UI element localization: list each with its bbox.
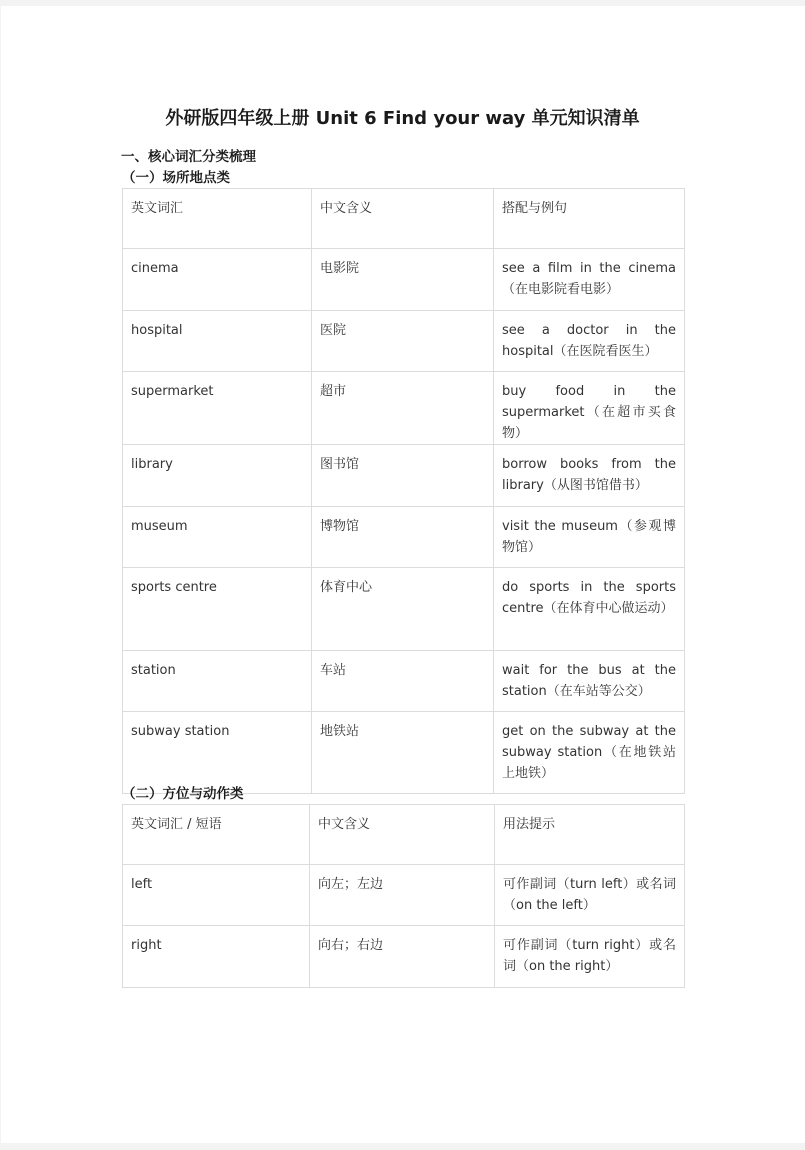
header-example: 搭配与例句 bbox=[494, 189, 685, 249]
cell-english: museum bbox=[123, 507, 312, 568]
cell-example: borrow books from the library（从图书馆借书） bbox=[494, 445, 685, 507]
table-row bbox=[123, 311, 685, 372]
cell-english: library bbox=[123, 445, 312, 507]
cell-chinese: 图书馆 bbox=[312, 445, 494, 507]
cell-english: left bbox=[123, 865, 310, 926]
cell-chinese: 车站 bbox=[312, 651, 494, 712]
cell-english: hospital bbox=[123, 311, 312, 372]
table-row bbox=[123, 445, 685, 507]
cell-english: cinema bbox=[123, 249, 312, 311]
cell-usage: 可作副词（turn right）或名词（on the right） bbox=[495, 926, 685, 988]
cell-example: see a doctor in the hospital（在医院看医生） bbox=[494, 311, 685, 372]
cell-english: station bbox=[123, 651, 312, 712]
header-chinese: 中文含义 bbox=[310, 805, 495, 865]
cell-english: supermarket bbox=[123, 372, 312, 445]
cell-english: subway station bbox=[123, 712, 312, 794]
places-vocabulary-table bbox=[122, 188, 685, 794]
cell-example: get on the subway at the subway station（在地铁站上地铁） bbox=[494, 712, 685, 794]
cell-chinese: 电影院 bbox=[312, 249, 494, 311]
header-english: 英文词汇 bbox=[123, 189, 312, 249]
cell-example: visit the museum（参观博物馆） bbox=[494, 507, 685, 568]
cell-chinese: 向左；左边 bbox=[310, 865, 495, 926]
cell-chinese: 地铁站 bbox=[312, 712, 494, 794]
table-row bbox=[123, 372, 685, 445]
cell-usage: 可作副词（turn left）或名词（on the left） bbox=[495, 865, 685, 926]
section-heading-core-vocabulary: 一、核心词汇分类梳理 bbox=[121, 149, 256, 165]
header-chinese: 中文含义 bbox=[312, 189, 494, 249]
cell-example: wait for the bus at the station（在车站等公交） bbox=[494, 651, 685, 712]
document-title: 外研版四年级上册 Unit 6 Find your way 单元知识清单 bbox=[165, 108, 640, 129]
table-row bbox=[123, 507, 685, 568]
header-english: 英文词汇 / 短语 bbox=[123, 805, 310, 865]
directions-vocabulary-table bbox=[122, 804, 685, 988]
header-usage: 用法提示 bbox=[495, 805, 685, 865]
cell-chinese: 博物馆 bbox=[312, 507, 494, 568]
table-row bbox=[123, 926, 685, 988]
cell-example: buy food in the supermarket（在超市买食物） bbox=[494, 372, 685, 445]
cell-chinese: 超市 bbox=[312, 372, 494, 445]
table-header-row bbox=[123, 805, 685, 865]
cell-chinese: 向右；右边 bbox=[310, 926, 495, 988]
table-row bbox=[123, 568, 685, 651]
subsection-heading-places: （一）场所地点类 bbox=[122, 170, 230, 186]
cell-chinese: 体育中心 bbox=[312, 568, 494, 651]
table-row bbox=[123, 865, 685, 926]
cell-example: do sports in the sports centre（在体育中心做运动） bbox=[494, 568, 685, 651]
cell-chinese: 医院 bbox=[312, 311, 494, 372]
table-row bbox=[123, 249, 685, 311]
table-header-row bbox=[123, 189, 685, 249]
cell-example: see a film in the cinema（在电影院看电影） bbox=[494, 249, 685, 311]
cell-english: sports centre bbox=[123, 568, 312, 651]
subsection-heading-directions: （二）方位与动作类 bbox=[122, 786, 244, 802]
table-row bbox=[123, 651, 685, 712]
cell-english: right bbox=[123, 926, 310, 988]
